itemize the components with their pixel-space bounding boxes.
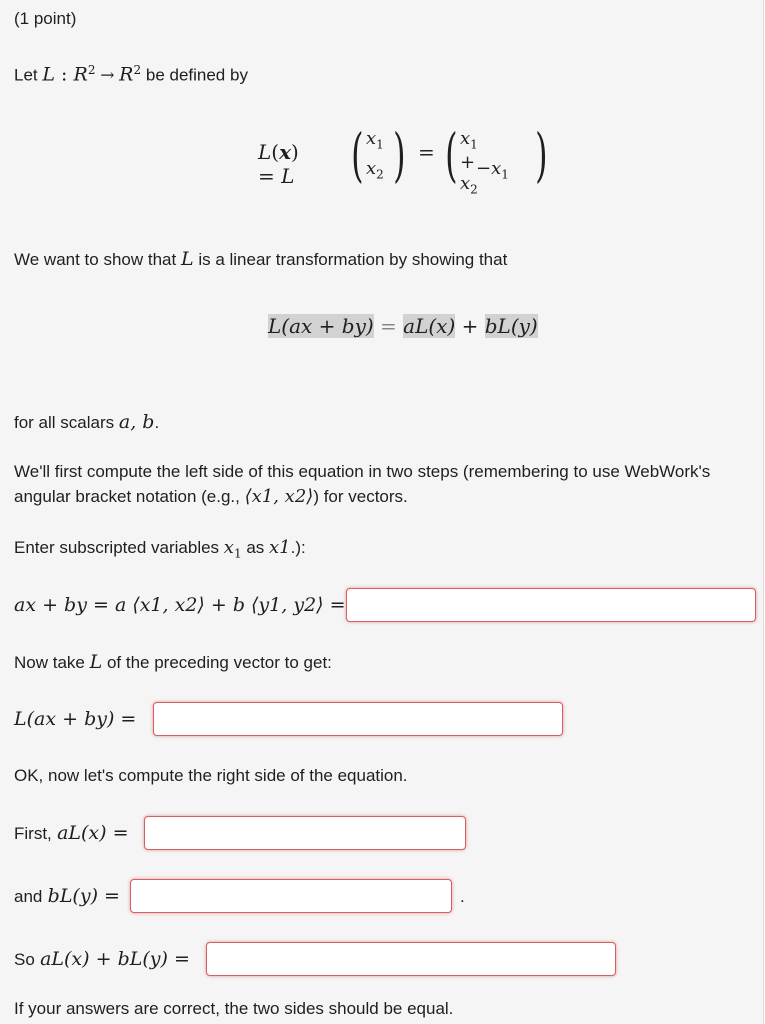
linearity-equation: L(ax + by) = aL(x) + bL(y) <box>268 314 538 338</box>
answer-input-5[interactable] <box>206 942 616 976</box>
ok-text: OK, now let's compute the right side of the equation. <box>14 766 408 785</box>
q2-label: L(ax + by) = <box>14 708 137 730</box>
points-label: (1 point) <box>14 9 77 28</box>
answer-input-4[interactable] <box>130 879 452 913</box>
q3-label: First, aL(x) = <box>14 822 129 844</box>
q5-label: So aL(x) + bL(y) = <box>14 948 190 970</box>
q4-period: . <box>460 887 465 906</box>
footer-text: If your answers are correct, the two sides should be equal. <box>14 999 454 1018</box>
instructions-line1: We'll first compute the left side of this equation in two steps (remembering to use WebWork's <box>14 462 711 481</box>
answer-input-1[interactable] <box>346 588 756 622</box>
problem-panel: (1 point) Let L : $R^2 \to R^2$ be defined by L(x) = L ( $x_1$ $x_2$ ) = ( $x_1 + x_2$ $-x_1$ ) We want to show that L is a linear transformation by showing that L(ax + by) = aL(x) + bL(y) for all scalars a, b. We'll first compute the left side of this equation in two steps (remembering to use WebWork's angular bracket notation (e.g., ⟨x1, x2⟩) for vectors. Enter subscripted variables $x_1$ as x1.): ax + by = a ⟨x1, x2⟩ + b ⟨y1, y2⟩ = Now take L of the preceding vector to get: L(ax + by) = OK, now let's compute the right side of the equation. First, aL(x) = and bL(y) = . So aL(x) + bL(y) = If your answers are correct, the two sides should be equal. <box>0 0 764 1024</box>
scalars-text: for all scalars a, b. <box>14 411 160 433</box>
q4-label: and bL(y) = <box>14 885 120 907</box>
instructions-line2: angular bracket notation (e.g., ⟨x1, x2⟩) for vectors. <box>14 486 408 507</box>
goal-text: We want to show that L is a linear transformation by showing that <box>14 248 508 270</box>
now-text: Now take L of the preceding vector to get: <box>14 651 332 673</box>
answer-input-2[interactable] <box>153 702 563 736</box>
intro-text: Let L : $R^2 \to R^2$ be defined by <box>14 63 248 86</box>
instructions-line3: Enter subscripted variables $x_1$ as x1.): <box>14 537 306 561</box>
q1-label: ax + by = a ⟨x1, x2⟩ + b ⟨y1, y2⟩ = <box>14 594 346 616</box>
answer-input-3[interactable] <box>144 816 466 850</box>
